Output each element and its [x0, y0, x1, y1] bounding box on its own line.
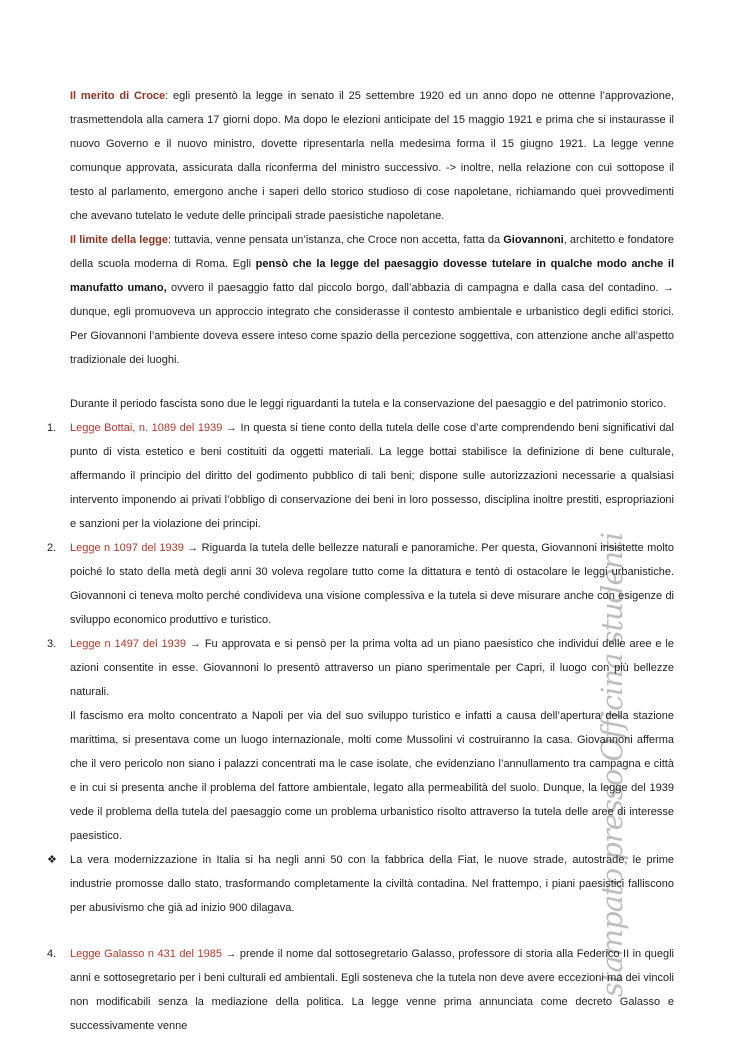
- intro-paragraph: Durante il periodo fascista sono due le leggi riguardanti la tutela e la conservazione del paesaggio e del patrimonio storico.: [70, 398, 667, 410]
- list-number-2: 2.: [47, 542, 57, 554]
- paragraph-limite-text-1: : tuttavia, venne pensata un’istanza, che Croce non accetta, fatta da: [168, 234, 504, 246]
- law-heading-1097: Legge n 1097 del 1939: [70, 542, 184, 554]
- law-item-1: [47, 416, 674, 536]
- law-body-bottai: → In questa si tiene conto della tutela delle cose d’arte comprendendo beni significativi dal punto di vista estetico e beni costituiti da oggetti materiali. La legge bottai stabilisce la definizione di bene culturale, affermando il principio del diritto del godimento pubblico di tali beni; dispone sulle autorizzazioni necessarie a qualsiasi intervento imponendo ai privati l’obbligo di conservazione dei beni in loro possesso, disciplina inoltre prestiti, espropriazioni e sanzioni per la violazione dei principi.: [70, 422, 674, 530]
- law-body-1497-continuation: Il fascismo era molto concentrato a Napoli per via del suo sviluppo turistico e infatti a causa dell’apertura della stazione marittima, si presentava come un luogo internazionale, molti come Mussolini vi costruiranno la casa. Giovannoni afferma che il vero pericolo non siano i palazzi concentrati ma le case isolate, che evidenziano l’annullamento tra campagna e città e in cui si presenta anche il problema del fattore ambientale, legato alla permeabilità del suolo. Dunque, la legge del 1939 vede il problema della tutela del paesaggio come un problema urbanistico risolto attraverso la tutela delle aree di interesse paesistico.: [70, 710, 674, 842]
- law-item-2: [47, 536, 674, 632]
- law-body-1097: → Riguarda la tutela delle bellezze naturali e panoramiche. Per questa, Giovannoni insistette molto poiché lo stato della metà degli anni 30 voleva regolare tutto come la dittatura e tentò di ostacolare le leggi urbanistiche. Giovannoni ci teneva molto perché condivideva una visione complessiva e la tutela si deve misurare anche con esigenze di sviluppo economico produttivo e turistico.: [70, 542, 674, 626]
- law-item-4: [47, 942, 674, 1038]
- bold-legge-paesaggio: pensò che la legge del paesaggio dovesse tutelare in qualche modo anche il manufatto umano,: [70, 258, 674, 294]
- paragraph-merito-croce: [70, 84, 674, 228]
- paragraph-limite-legge: [70, 228, 674, 372]
- paragraph-merito-croce-text: : egli presentò la legge in senato il 25 settembre 1920 ed un anno dopo ne ottenne l’approvazione, trasmettendola alla camera 17 giorni dopo. Ma dopo le elezioni anticipate del 15 maggio 1921 e prima che si instaurasse il nuovo Governo e il nuovo ministro, dovette ripresentarla nella medesima forma il 15 giugno 1921. La legge venne comunque approvata, assicurata dalla riconferma del ministro successivo. -> inoltre, nella relazione con cui sottopose il testo al parlamento, emergono anche i saperi dello storico studioso di cose napoletane, richiamando quei provvedimenti che avevano tutelato le vedute delle principali strade paesistiche napoletane.: [70, 90, 674, 222]
- inline-heading-limite-legge: Il limite della legge: [70, 234, 169, 246]
- bold-giovannoni: Giovannoni: [503, 234, 564, 246]
- inline-heading-merito-croce: Il merito di Croce: [70, 90, 166, 102]
- paragraph-limite-text-3: ovvero il paesaggio fatto dal piccolo borgo, dall’abbazia di campagna e dalla casa del contadino. → dunque, egli promuoveva un approccio integrato che considerasse il contesto ambientale e urbanistico degli edifici storici. Per Giovannoni l’ambiente doveva essere inteso come spazio della percezione soggettiva, con attenzione anche all’aspetto tradizionale dei luoghi.: [70, 282, 674, 366]
- law-heading-1497: Legge n 1497 del 1939: [70, 638, 186, 650]
- watermark-text: stampato presso Officina studenti: [595, 532, 629, 998]
- law-body-galasso: → prende il nome dal sottosegretario Galasso, professore di storia alla Federico II in quegli anni e sottosegretario per i beni culturali ed ambientali. Egli sosteneva che la tutela non deve avere eccezioni ma dei vincoli non modificabili senza la mediazione della politica. La legge venne prima annunciata come decreto Galasso e successivamente venne: [70, 948, 674, 1032]
- bullet-note-item: [47, 848, 674, 920]
- paragraph-limite-text-2: , architetto e fondatore della scuola moderna di Roma. Egli: [70, 234, 675, 270]
- bullet-diamond-icon: ❖: [47, 854, 57, 866]
- law-heading-bottai: Legge Bottai, n. 1089 del 1939: [70, 422, 223, 434]
- law-heading-galasso: Legge Galasso n 431 del 1985: [70, 948, 222, 960]
- list-number-3: 3.: [47, 638, 57, 650]
- bullet-note-text: La vera modernizzazione in Italia si ha negli anni 50 con la fabbrica della Fiat, le nuove strade, autostrade, le prime industrie promosse dallo stato, trasformando completamente la civiltà contadina. Nel frattempo, i piani paesistici falliscono per abusivismo che già ad inizio 900 dilagava.: [70, 854, 674, 914]
- law-body-1497: → Fu approvata e si pensò per la prima volta ad un piano paesistico che individui delle aree e le azioni consentite in esse. Giovannoni lo presentò attraverso un piano sperimentale per Capri, il luogo con più bellezze naturali.: [70, 638, 674, 698]
- list-number-4: 4.: [47, 948, 57, 960]
- list-number-1: 1.: [47, 422, 57, 434]
- law-item-3: [47, 632, 674, 848]
